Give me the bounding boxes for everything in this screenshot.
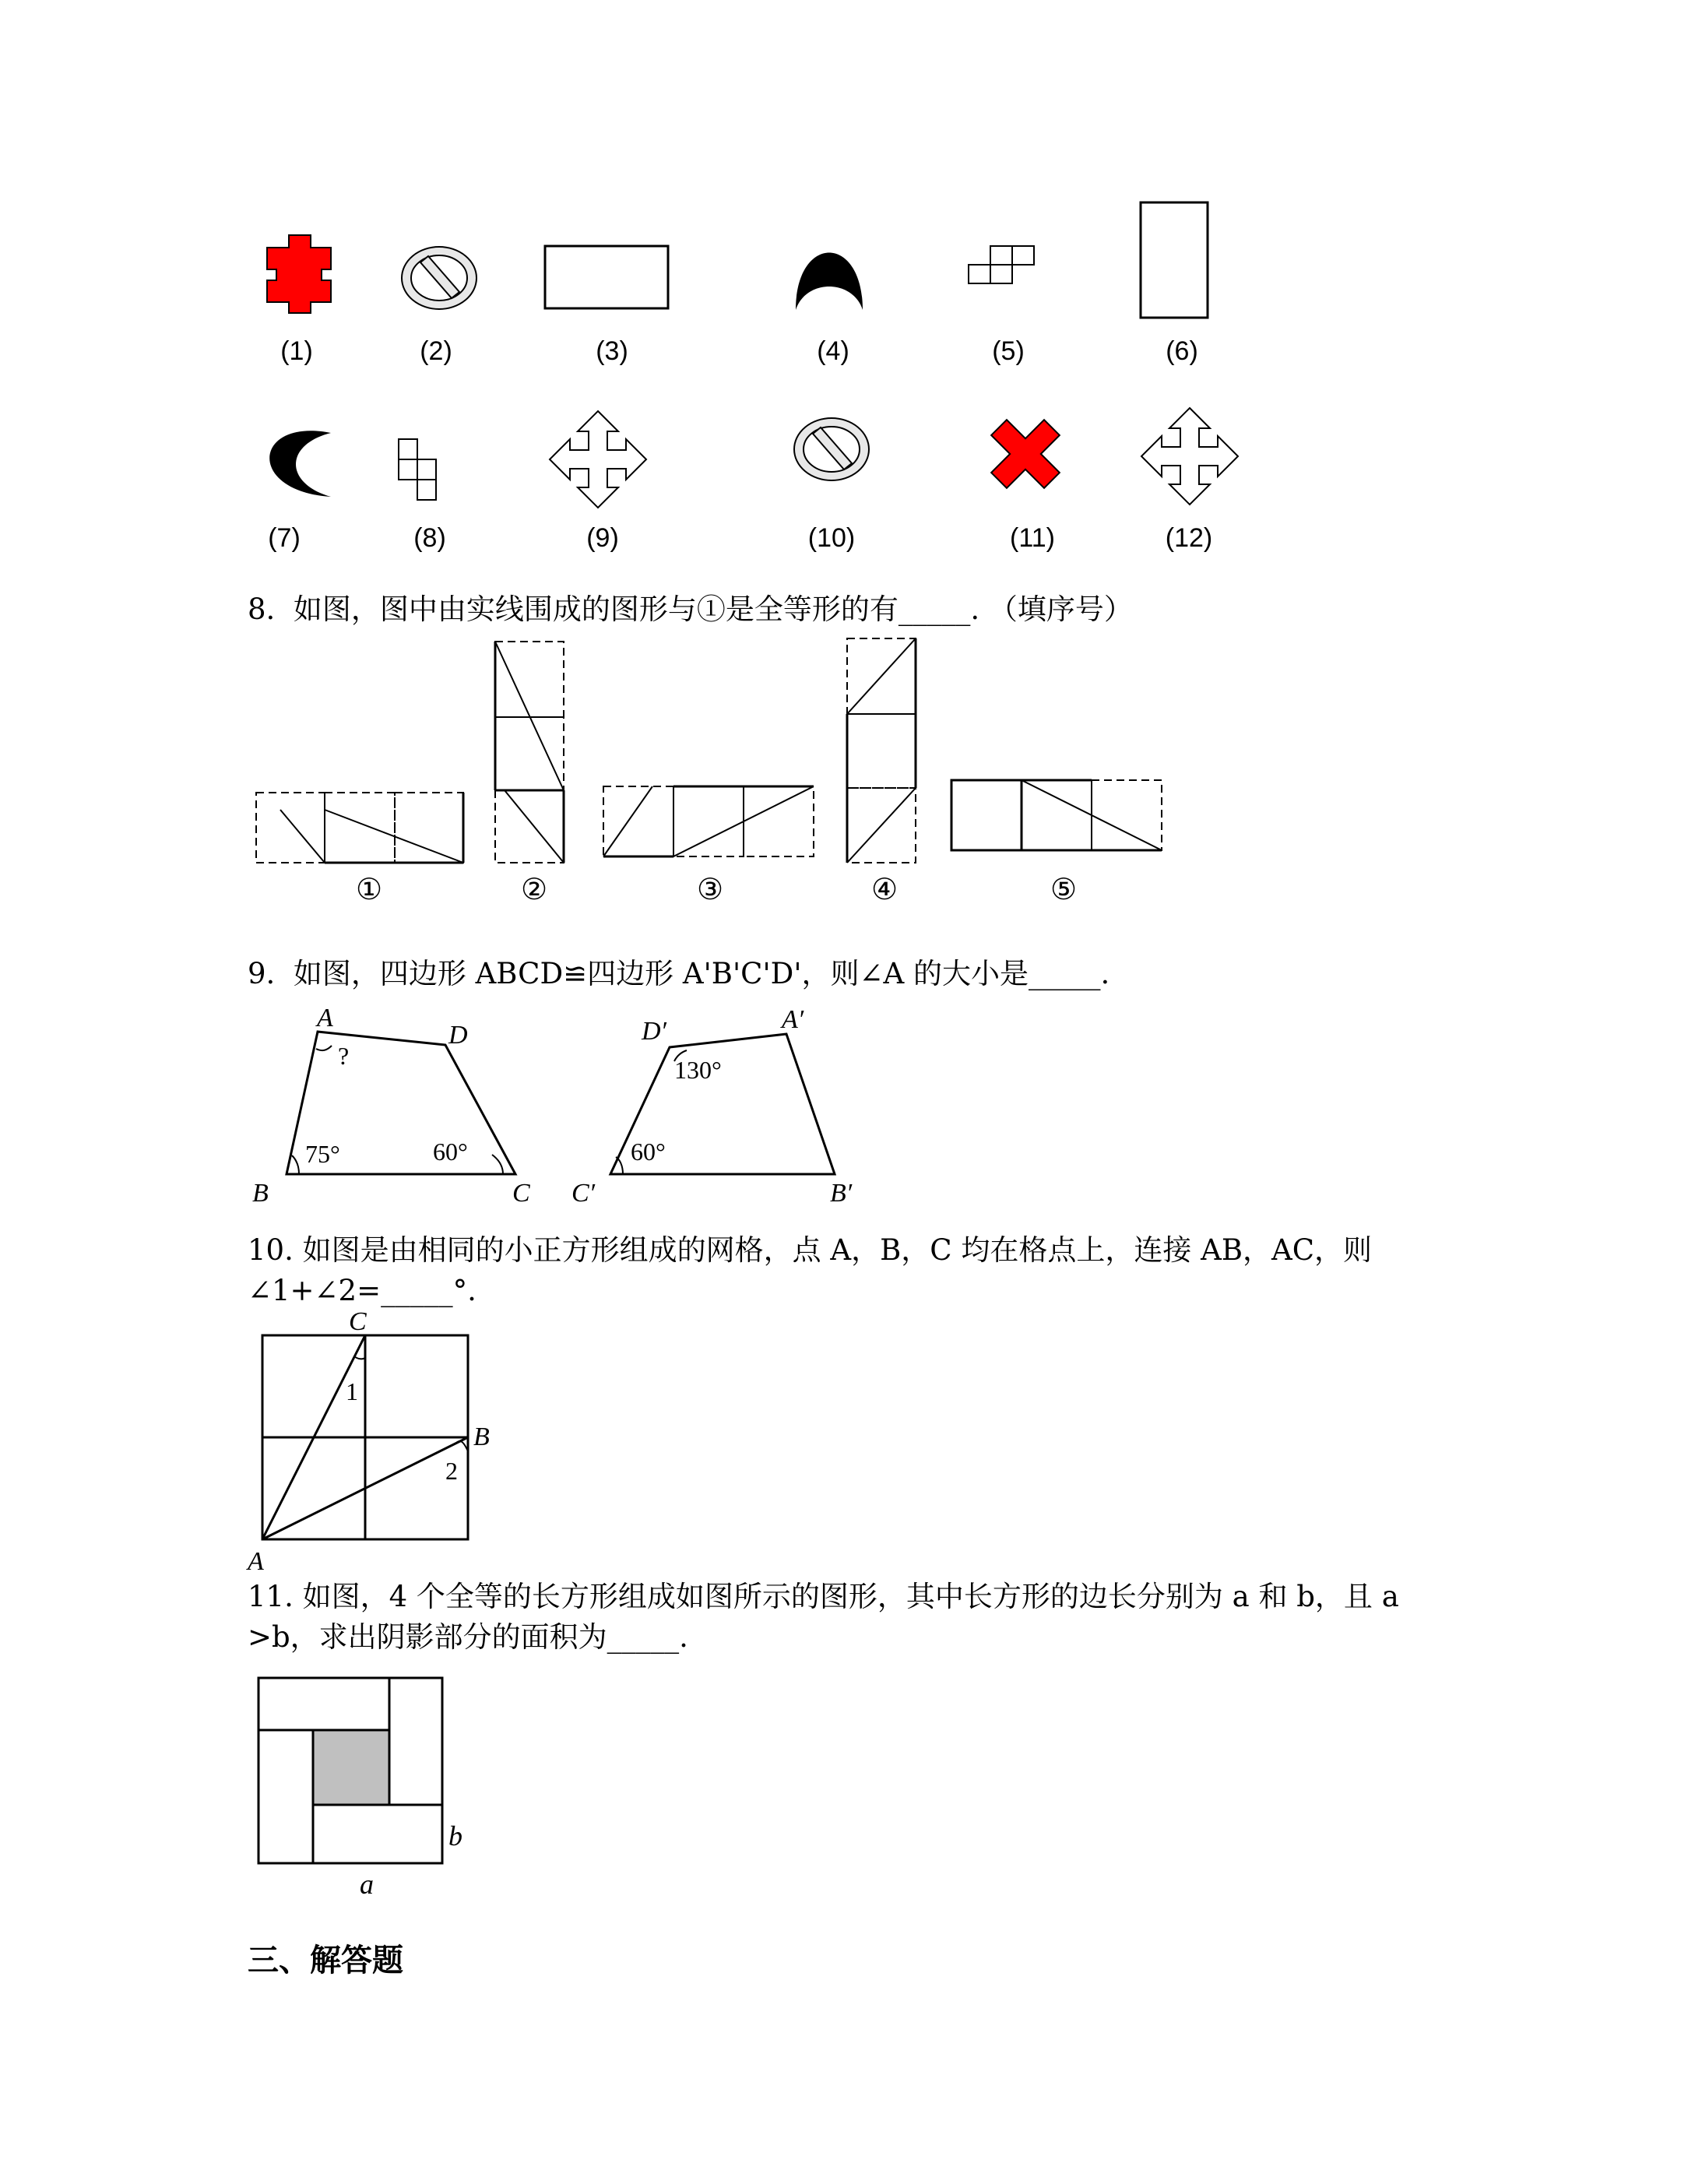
no-sign-shape-10 <box>794 418 869 480</box>
shape-label-2: (2) <box>420 336 452 366</box>
q9-label-C: C <box>512 1179 530 1208</box>
shape-label-7: (7) <box>268 523 301 553</box>
question-11-line-2: >b，求出阴影部分的面积为_____. <box>248 1620 688 1654</box>
q9-label-A-prime: A′ <box>782 1005 804 1034</box>
q9-angle-D-prime: 130° <box>674 1056 722 1084</box>
black-arch-shape <box>796 253 863 311</box>
shape-label-5: (5) <box>992 336 1025 366</box>
shape-label-1: (1) <box>280 336 313 366</box>
section-3-heading: 三、解答题 <box>248 1943 403 1978</box>
q9-angle-C-prime: 60° <box>631 1138 666 1166</box>
q9-label-B: B <box>252 1179 269 1208</box>
four-arrow-shape-9 <box>550 411 646 508</box>
shape-label-6: (6) <box>1166 336 1198 366</box>
question-11-line-1: 11. 如图，4 个全等的长方形组成如图所示的图形，其中长方形的边长分别为 a 和 b，且 a <box>248 1580 1399 1613</box>
q8-label-3: ③ <box>696 872 724 906</box>
q9-angle-C: 60° <box>433 1138 468 1166</box>
q11-figure <box>249 1658 483 1908</box>
q10-angle-2: 2 <box>445 1457 458 1485</box>
shape-label-8: (8) <box>413 523 446 553</box>
q8-figure-5 <box>951 780 1162 850</box>
q10-label-A: A <box>248 1547 264 1576</box>
q11-label-a: a <box>360 1869 374 1900</box>
q10-angle-1: 1 <box>346 1377 358 1405</box>
shape-label-3: (3) <box>596 336 628 366</box>
q9-label-B-prime: B′ <box>830 1179 853 1208</box>
q8-figure <box>249 631 1183 872</box>
q8-label-4: ④ <box>870 872 899 906</box>
rectangle-shape <box>545 246 668 308</box>
q9-label-D: D <box>448 1021 468 1050</box>
shape-label-12: (12) <box>1165 523 1213 553</box>
red-cross-shape <box>267 235 331 313</box>
question-10-line-1: 10. 如图是由相同的小正方形组成的网格，点 A，B，C 均在格点上，连接 AB，AC，则 <box>248 1233 1373 1267</box>
question-9-text: 9. 如图，四边形 ABCD≌四边形 A'B'C'D'，则∠A 的大小是_____. <box>248 957 1110 990</box>
q8-label-2: ② <box>520 872 548 906</box>
q9-label-A: A <box>317 1004 333 1032</box>
no-sign-shape <box>402 247 477 309</box>
q8-label-1: ① <box>355 872 383 906</box>
q10-label-C: C <box>349 1308 367 1336</box>
tall-rectangle-shape <box>1141 202 1208 318</box>
q11-label-b: b <box>448 1820 462 1852</box>
q9-label-C-prime: C′ <box>571 1179 596 1208</box>
q8-figure-2 <box>495 642 564 863</box>
shaded-square <box>313 1730 389 1805</box>
q9-angle-B: 75° <box>305 1140 340 1168</box>
shapes-figure <box>234 187 1269 561</box>
q9-label-D-prime: D′ <box>642 1017 666 1046</box>
question-8-text: 8. 如图，图中由实线围成的图形与①是全等形的有_____. （填序号） <box>248 593 1133 626</box>
q8-figure-4 <box>847 638 916 863</box>
q8-label-5: ⑤ <box>1050 872 1078 906</box>
q9-angle-A: ? <box>338 1042 350 1070</box>
q10-figure <box>241 1308 514 1581</box>
red-x-shape <box>972 401 1078 507</box>
question-10-line-2: ∠1+∠2=_____°. <box>248 1274 477 1307</box>
black-crescent-shape <box>269 431 331 497</box>
q8-figure-1 <box>256 793 463 863</box>
q8-figure-3 <box>603 786 814 856</box>
squares-shape-8 <box>399 439 436 500</box>
four-arrow-shape-12 <box>1141 408 1238 505</box>
shape-label-4: (4) <box>817 336 849 366</box>
q9-figure <box>241 1001 903 1211</box>
shape-label-10: (10) <box>807 523 856 553</box>
q10-label-B: B <box>473 1423 490 1451</box>
squares-shape-5 <box>969 246 1034 283</box>
shape-label-11: (11) <box>1010 523 1055 553</box>
shape-label-9: (9) <box>586 523 619 553</box>
